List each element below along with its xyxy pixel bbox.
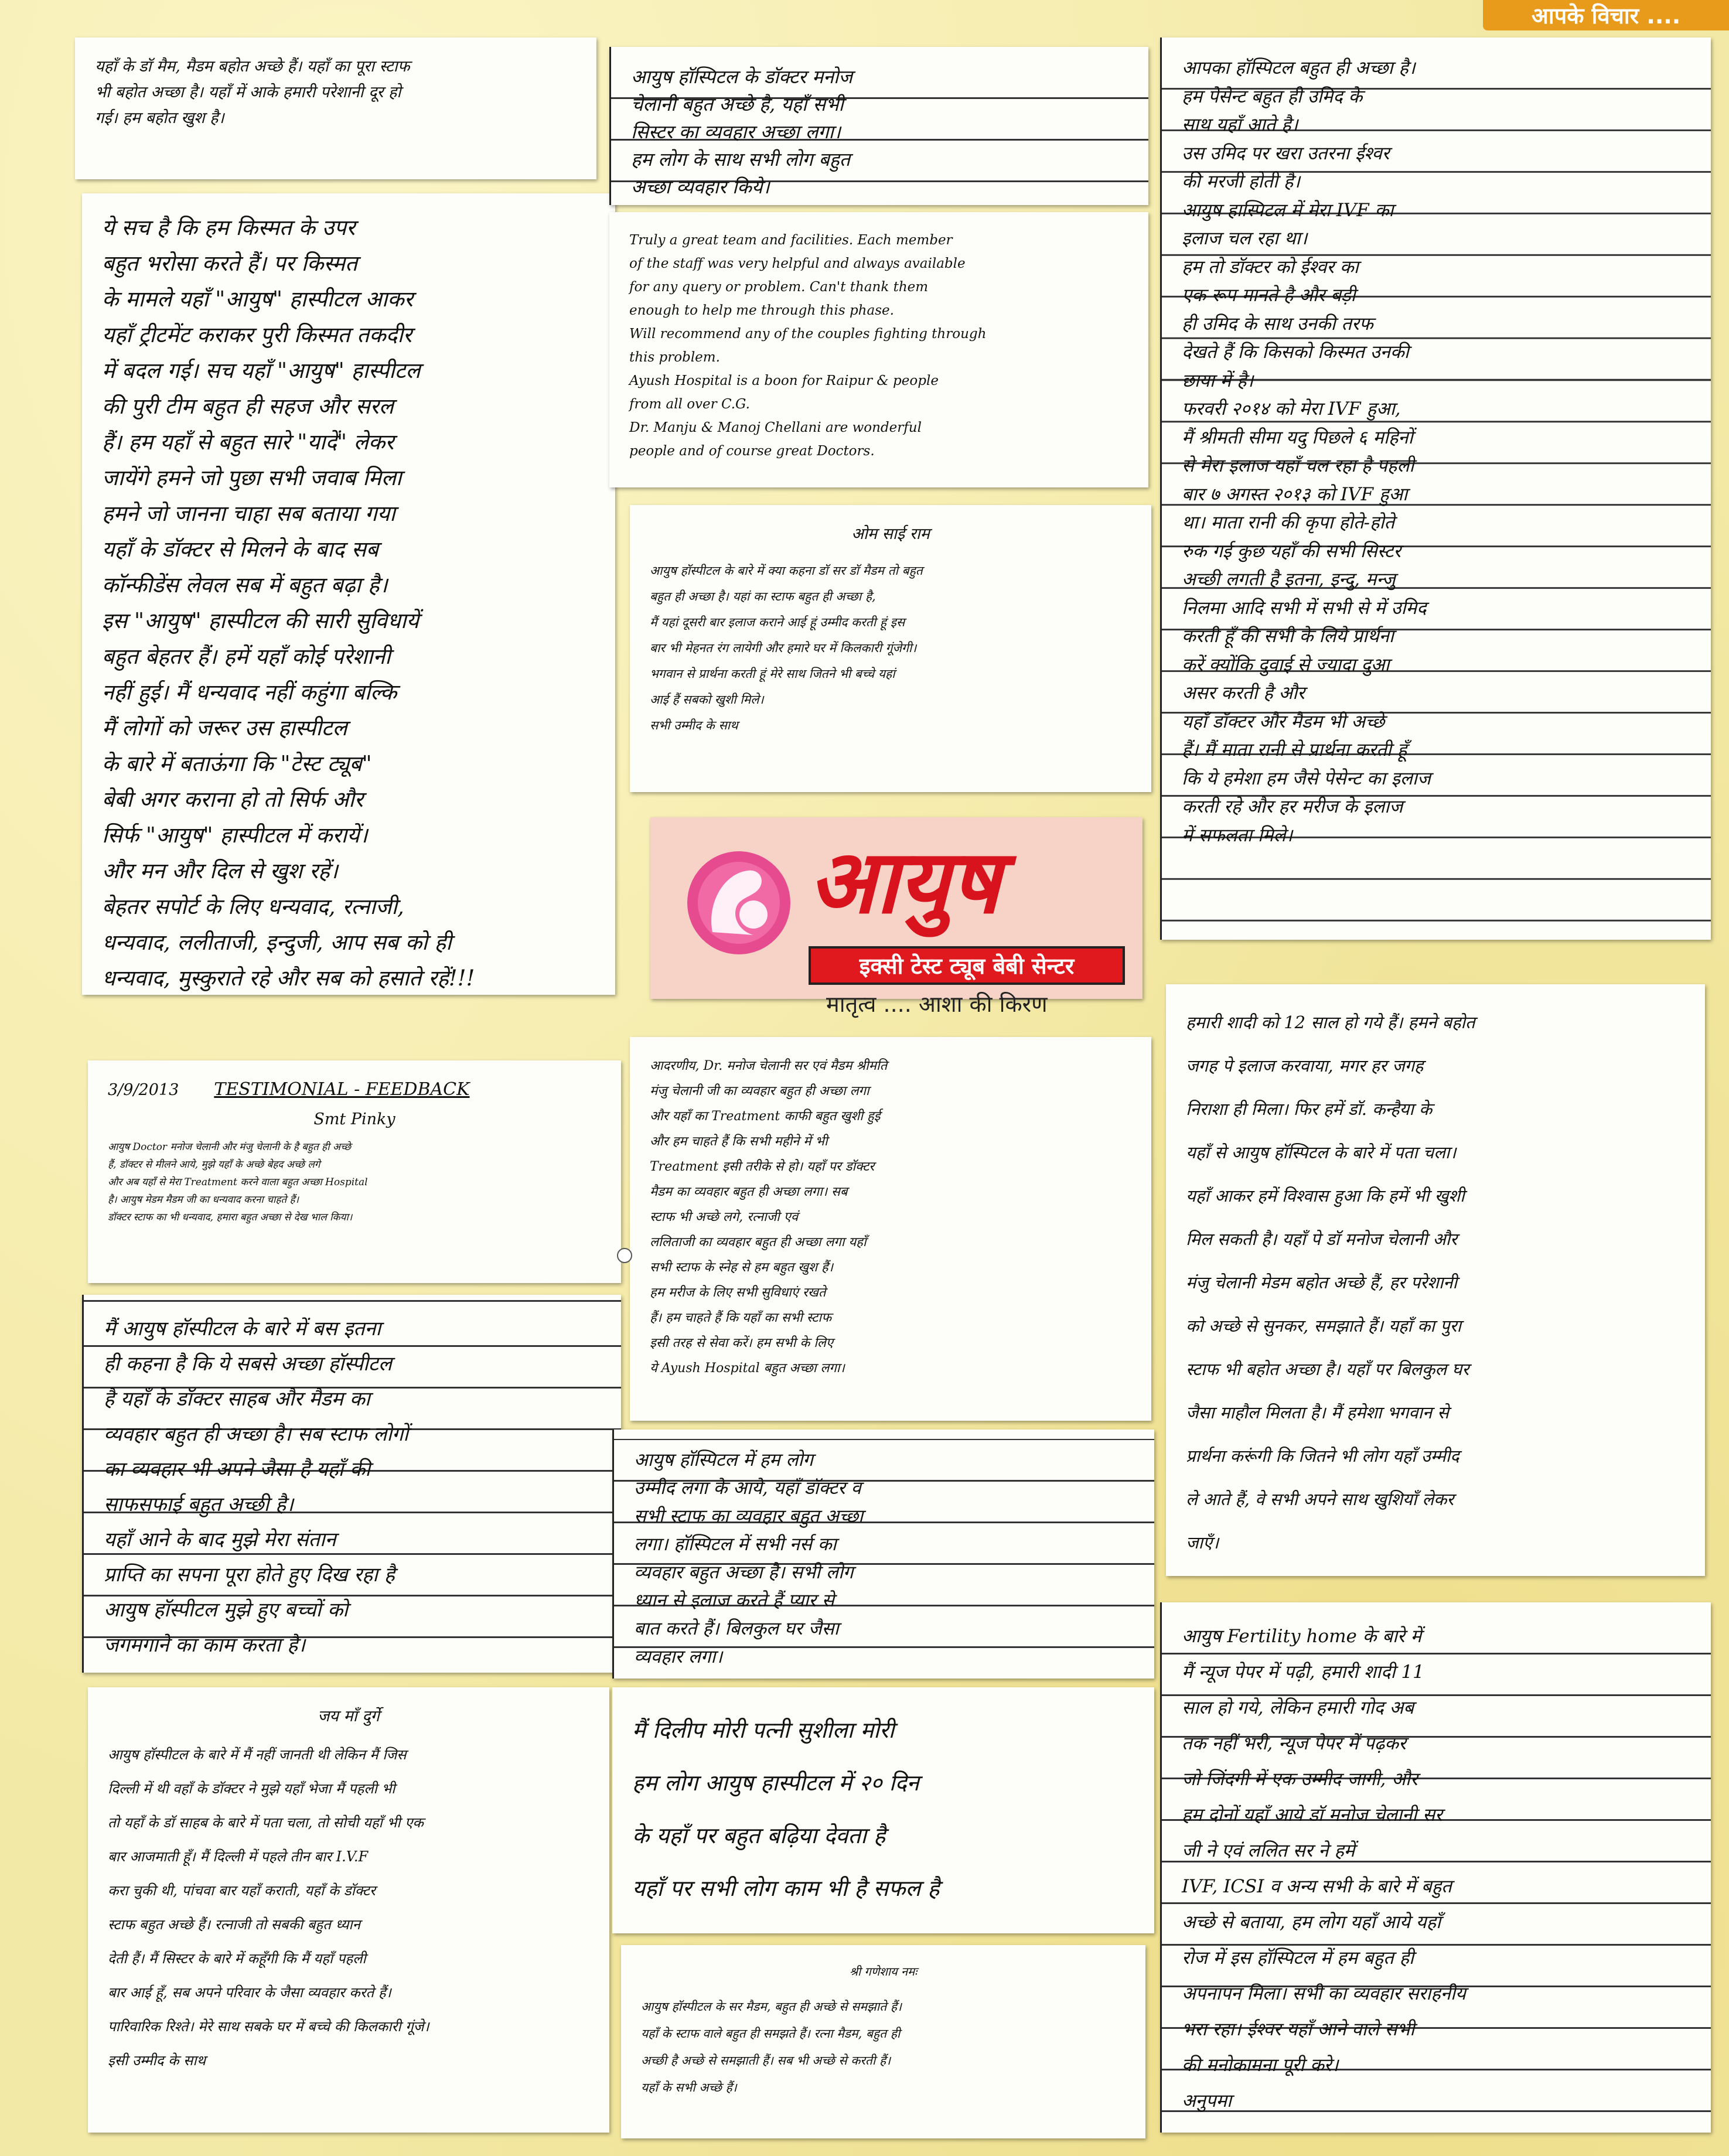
note-card-6 [630,505,1151,792]
note-text: आयुष हॉस्पीटल के बारे में क्या कहना डॉ सर डॉ मैडम तो बहुत बहुत ही अच्छा है। यहां का स्टाफ बहुत ही अच्छा है, मैं यहां दूसरी बार इलाज कराने आई हूं उम्मीद करती हूं इस बार भी मेहनत रंग लायेगी और हमारे घर में किलकारी गूंजेगी। भगवान से प्रार्थना करती हूं मेरे साथ जितने भी बच्चे यहां आई हैं सबको खुशी मिले। सभी उम्मीद के साथ [650,564,923,732]
note-text: आयुष Fertility home के बारे में मैं न्यूज पेपर में पढ़ी, हमारी शादी 11 साल हो गये, लेकिन हमारी गोद अब तक नहीं भरी, न्यूज पेपर में पढ़कर जो जिंदगी में एक उम्मीद जागी, और हम दोनों यहाँ आये डॉ मनोज चेलानी सर जी ने एवं ललित सर ने हमें IVF, ICSI व अन्य सभी के बारे में बहुत अच्छे से बताया, हम लोग यहाँ आये यहाँ रोज में इस हॉस्पिटल में हम बहुत ही अपनापन मिला। सभी का व्यवहार सराहनीय भरा रहा। ईश्वर यहाँ आने वाले सभी की मनोकामना पूरी करे। अनुपमा [1182,1626,1466,2111]
note-title: TESTIMONIAL - FEEDBACK [214,1079,470,1100]
note-text: आयुष Doctor मनोज चेलानी और मंजु चेलानी के है बहुत ही अच्छे हैं, डॉक्टर से मीलने आये, मुझे यहाँ के अच्छे बेहद अच्छे लगे और अब यहाँ से मेरा Treatment करने वाला बहुत अच्छा Hospital है। आयुष मेडम मैडम जी का धन्यवाद करना चाहते हैं। डॉक्टर स्टाफ का भी धन्यवाद, हमारा बहुत अच्छा से देख भाल किया। [108,1141,368,1223]
note-text: मैं आयुष हॉस्पीटल के बारे में बस इतना ही कहना है कि ये सबसे अच्छा हॉस्पीटल है यहाँ के डॉक्टर साहब और मैडम का व्यवहार बहुत ही अच्छा है। सब स्टाफ लोगों का व्यवहार भी अपने जैसा है यहाँ की साफसफाई बहुत अच्छी है। यहाँ आने के बाद मुझे मेरा संतान प्राप्ति का सपना पूरा होते हुए दिख रहा है आयुष हॉस्पीटल मुझे हुए बच्चों को जगमगाने का काम करता है। [104,1317,409,1657]
note-card-13 [1160,1602,1711,2133]
note-author: Smt Pinky [313,1110,395,1128]
note-text: ये सच है कि हम किस्मत के उपर बहुत भरोसा करते हैं। पर किस्मत के मामले यहाँ "आयुष" हास्पीटल आकर यहाँ ट्रीटमेंट कराकर पुरी किस्मत तकदीर में बदल गई। सच यहाँ "आयुष" हास्पीटल की पुरी टीम बहुत ही सहज और सरल हैं। हम यहाँ से बहुत सारे "यादें" लेकर जायेंगे हमने जो पुछा सभी जवाब मिला हमने जो जानना चाहा सब बताया गया यहाँ के डॉक्टर से मिलने के बाद सब कॉन्फीडेंस लेवल सब में बहुत बढ़ा है। इस "आयुष" हास्पीटल की सारी सुविधायें बहुत बेहतर हैं। हमें यहाँ कोई परेशानी नहीं हुई। मैं धन्यवाद नहीं कहुंगा बल्कि मैं लोगों को जरूर उस हास्पीटल के बारे में बताऊंगा कि "टेस्ट ट्यूब" बेबी अगर कराना हो तो सिर्फ और सिर्फ "आयुष" हास्पीटल में करायें। और मन और दिल से खुश रहें। बेहतर सपोर्ट के लिए धन्यवाद, रत्नाजी, धन्यवाद, ललीताजी, इन्दुजी, आप सब को ही धन्यवाद, मुस्कुराते रहे और सब को हसाते रहें!!! [102,215,475,991]
logo-title: आयुष [809,830,1001,933]
note-title: श्री गणेशाय नमः [849,1964,918,1978]
note-text: आदरणीय, Dr. मनोज चेलानी सर एवं मैडम श्रीमति मंजु चेलानी जी का व्यवहार बहुत ही अच्छा लगा और यहाँ का Treatment काफी बहुत खुशी हुई और हम चाहते हैं कि सभी महीने में भी Treatment इसी तरीके से हो। यहाँ पर डॉक्टर मैडम का व्यवहार बहुत ही अच्छा लगा। सब स्टाफ भी अच्छे लगे, रत्नाजी एवं ललिताजी का व्यवहार बहुत ही अच्छा लगा यहाँ सभी स्टाफ के स्नेह से हम बहुत खुश हैं। हम मरीज के लिए सभी सुविधाएं रखते हैं। हम चाहते हैं कि यहाँ का सभी स्टाफ इसी तरह से सेवा करें। हम सभी के लिए ये Ayush Hospital बहुत अच्छा लगा। [650,1059,888,1376]
note-text: Truly a great team and facilities. Each member of the staff was very helpful and always available for any query or problem. Can't thank them enough to help me through this phase. Will recommend any of the couples fighting through this problem. Ayush Hospital is a boon for Raipur & people from all over C.G. Dr. Manju & Manoj Chellani are wonderful people and of course great Doctors. [629,233,987,459]
note-card-1 [75,37,596,179]
note-card-10 [1166,984,1705,1576]
note-text: यहाँ के डॉ मैम, मैडम बहोत अच्छे हैं। यहाँ का पूरा स्टाफ भी बहोत अच्छा है। यहाँ में आके हमारी परेशानी दूर हो गई। हम बहोत खुश है। [95,57,410,127]
note-card-11 [612,1430,1154,1679]
note-card-14 [612,1687,1154,1933]
note-card-7 [88,1060,621,1283]
note-card-15 [621,1945,1145,2138]
note-text: आयुष हॉस्पीटल के सर मैडम, बहुत ही अच्छे से समझाते हैं। यहाँ के स्टाफ वाले बहुत ही समझते हैं। रत्ना मैडम, बहुत ही अच्छी है अच्छे से समझाती हैं। सब भी अच्छे से करती हैं। यहाँ के सभी अच्छे हैं। [641,2000,902,2094]
note-card-4 [82,193,615,995]
note-card-2 [609,47,1148,205]
note-text: हमारी शादी को 12 साल हो गये हैं। हमने बहोत जगह पे इलाज करवाया, मगर हर जगह निराशा ही मिला। फिर हमें डॉ. कन्हैया के यहाँ से आयुष हॉस्पिटल के बारे में पता चला। यहाँ आकर हमें विश्वास हुआ कि हमें भी खुशी मिल सकती है। यहाँ पे डॉ मनोज चेलानी और मंजु चेलानी मेडम बहोत अच्छे हैं, हर परेशानी को अच्छे से सुनकर, समझाते हैं। यहाँ का पुरा स्टाफ भी बहोत अच्छा है। यहाँ पर बिलकुल घर जैसा माहौल मिलता है। मैं हमेशा भगवान से प्रार्थना करूंगी कि जितने भी लोग यहाँ उम्मीद ले आते हैं, वे सभी अपने साथ खुशियाँ लेकर जाएँ। [1186,1012,1475,1553]
note-card-9 [630,1037,1151,1421]
note-card-3 [1160,37,1711,940]
note-text: आयुष हॉस्पिटल के डॉक्टर मनोज चेलानी बहुत अच्छे है, यहाँ सभी सिस्टर का व्यवहार अच्छा लगा। हम लोग के साथ सभी लोग बहुत अच्छा व्यवहार किये। [631,66,853,198]
logo-subtitle: इक्सी टेस्ट ट्यूब बेबी सेन्टर [809,946,1125,985]
punch-hole [617,1248,632,1263]
note-date: 3/9/2013 [108,1081,179,1099]
section-header: आपके विचार .... [1483,0,1729,30]
note-card-5 [609,212,1148,487]
note-title: ओम साई राम [851,525,930,543]
note-card-8 [82,1295,621,1673]
note-text: आपका हॉस्पिटल बहुत ही अच्छा है। हम पेसेन्ट बहुत ही उमिद के साथ यहाँ आते है। उस उमिद पर खरा उतरना ईश्वर की मरजी होती है। आयुष हास्पिटल में मेरा IVF का इलाज चल रहा था। हम तो डॉक्टर को ईश्वर का एक रूप मानते है और बड़ी ही उमिद के साथ उनकी तरफ देखते हैं कि किसको किस्मत उनकी छाया में है। फरवरी २०१४ को मेरा IVF हुआ, मैं श्रीमती सीमा यदु पिछले ६ महिनों से मेरा इलाज यहाँ चल रहा है पहली बार ७ अगस्त २०१३ को IVF हुआ था। माता रानी की कृपा होते-होते रुक गई कुछ यहाँ की सभी सिस्टर अच्छी लगती है इतना, इन्दु, मन्जु निलमा आदि सभी में सभी से में उमिद करती हूँ की सभी के लिये प्रार्थना करें क्योंकि दुवाई से ज्यादा दुआ असर करती है और यहाँ डॉक्टर और मैडम भी अच्छे हैं। मैं माता रानी से प्रार्थना करती हूँ कि ये हमेशा हम जैसे पेसेन्ट का इलाज करती रहे और हर मरीज के इलाज में सफलता मिले। [1182,57,1431,846]
ayush-logo-card [650,817,1143,1017]
note-text: मैं दिलीप मोरी पत्नी सुशीला मोरी हम लोग आयुष हास्पीटल में २० दिन के यहाँ पर बहुत बढ़िया देवता है यहाँ पर सभी लोग काम भी है सफल है [632,1717,940,1901]
note-text: आयुष हॉस्पिटल में हम लोग उम्मीद लगा के आये, यहाँ डॉक्टर व सभी स्टाफ का व्यवहार बहुत अच्छा लगा। हॉस्पिटल में सभी नर्स का व्यवहार बहुत अच्छा है। सभी लोग ध्यान से इलाज करते हैं प्यार से बात करते हैं। बिलकुल घर जैसा व्यवहार लगा। [634,1449,864,1667]
logo-tagline: मातृत्व .... आशा की किरण [826,991,1048,1017]
note-card-12 [88,1687,609,2133]
mother-child-icon [671,844,806,961]
note-title: जय माँ दुर्गे [318,1707,380,1725]
note-text: आयुष हॉस्पीटल के बारे में मैं नहीं जानती थी लेकिन मैं जिस दिल्ली में थी वहाँ के डॉक्टर ने मुझे यहाँ भेजा मैं पहली भी तो यहाँ के डॉ साहब के बारे में पता चला, तो सोची यहाँ भी एक बार आजमाती हूँ। मैं दिल्ली में पहले तीन बार I.V.F करा चुकी थी, पांचवा बार यहाँ कराती, यहाँ के डॉक्टर स्टाफ बहुत अच्छे हैं। रत्नाजी तो सबकी बहुत ध्यान देती हैं। मैं सिस्टर के बारे में कहूँगी कि मैं यहाँ पहली बार आई हूँ, सब अपने परिवार के जैसा व्यवहार करते हैं। पारिवारिक रिश्ते। मेरे साथ सबके घर में बच्चे की किलकारी गूंजे। इसी उम्मीद के साथ [108,1746,429,2069]
